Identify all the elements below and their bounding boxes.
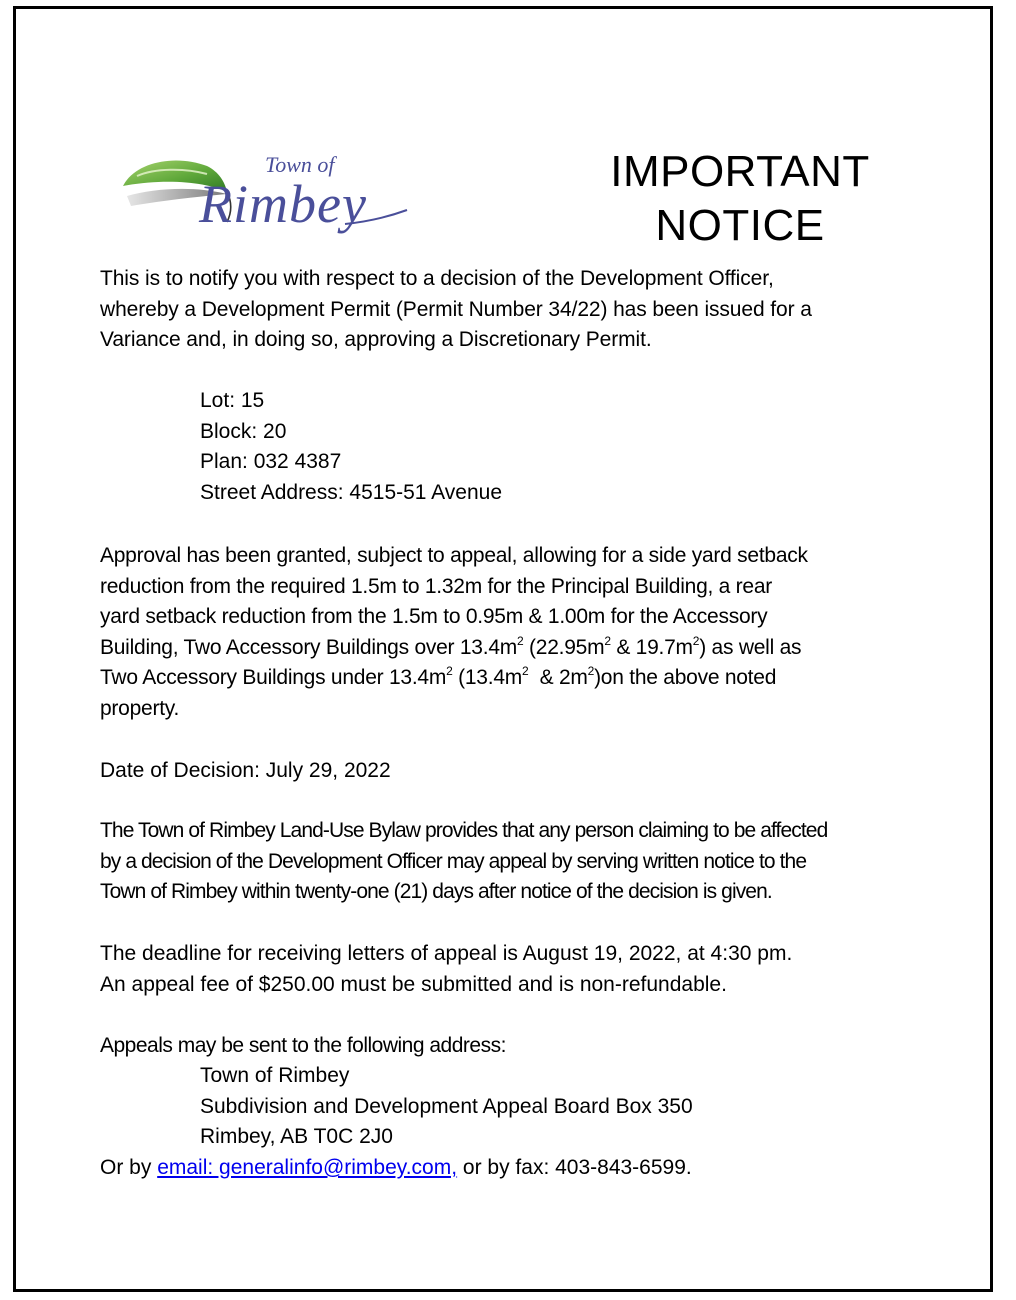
deadline-line: The deadline for receiving letters of appeal is August 19, 2022, at 4:30 pm. (100, 942, 793, 965)
approval-text: & 2m (528, 666, 588, 689)
title-line-2: NOTICE (655, 201, 825, 250)
page-title (590, 145, 890, 253)
email-link[interactable]: email: generalinfo@rimbey.com, (157, 1156, 458, 1179)
address-line: Rimbey, AB T0C 2J0 (200, 1125, 393, 1148)
intro-line: Variance and, in doing so, approving a Discretionary Permit. (100, 328, 652, 351)
approval-text: Two Accessory Buildings under 13.4m (100, 666, 447, 689)
approval-text: )on the above noted (594, 666, 777, 689)
appeals-intro: Appeals may be sent to the following address: (100, 1034, 506, 1057)
approval-line: property. (100, 696, 180, 720)
approval-text: Building, Two Accessory Buildings over 13.4m (100, 635, 517, 659)
date-of-decision: Date of Decision: July 29, 2022 (100, 759, 391, 782)
logo-large-text: Rimbey (199, 174, 367, 234)
approval-line: Approval has been granted, subject to appeal, allowing for a side yard setback (100, 544, 808, 567)
superscript: 2 (517, 633, 524, 648)
superscript: 2 (446, 664, 453, 678)
fax-text: or by fax: 403-843-6599. (457, 1156, 692, 1179)
address-line: Town of Rimbey (200, 1064, 350, 1087)
intro-line: whereby a Development Permit (Permit Number 34/22) has been issued for a (100, 297, 812, 321)
bylaw-paragraph (100, 816, 920, 908)
block-number: Block: 20 (200, 419, 287, 443)
superscript: 2 (604, 633, 611, 648)
intro-paragraph (100, 264, 920, 356)
address-line: Subdivision and Development Appeal Board Box 350 (200, 1094, 693, 1118)
lot-number: Lot: 15 (200, 389, 265, 412)
contact-prefix: Or by (100, 1156, 158, 1179)
logo-graphic (115, 148, 415, 238)
deadline-paragraph (100, 939, 920, 1000)
town-of-rimbey-logo (115, 148, 415, 238)
approval-paragraph (100, 541, 920, 724)
mailing-address (200, 1061, 693, 1153)
approval-text: ) as well as (699, 635, 802, 659)
approval-text: (13.4m (452, 666, 522, 689)
street-address: Street Address: 4515-51 Avenue (200, 480, 502, 504)
superscript: 2 (692, 633, 700, 648)
approval-line: yard setback reduction from the 1.5m to 0.95m & 1.00m for the Accessory (100, 605, 768, 628)
approval-line: reduction from the required 1.5m to 1.32m for the Principal Building, a rear (100, 574, 773, 598)
property-details (200, 386, 502, 508)
bylaw-line: The Town of Rimbey Land-Use Bylaw provides that any person claiming to be affected (100, 819, 828, 842)
intro-line: This is to notify you with respect to a decision of the Development Officer, (100, 267, 774, 290)
contact-line (100, 1153, 920, 1184)
bylaw-line: by a decision of the Development Officer may appeal by serving written notice to the (100, 849, 807, 873)
logo-small-text: Town of (265, 152, 335, 177)
approval-line (100, 633, 920, 664)
superscript: 2 (522, 664, 529, 678)
superscript: 2 (587, 664, 595, 678)
title-line-1: IMPORTANT (610, 147, 870, 196)
approval-line (100, 663, 920, 694)
plan-number: Plan: 032 4387 (200, 450, 342, 473)
bylaw-line: Town of Rimbey within twenty-one (21) days after notice of the decision is given. (100, 880, 772, 903)
approval-text: (22.95m (523, 635, 605, 659)
approval-text: & 19.7m (610, 635, 693, 659)
appeal-fee-line: An appeal fee of $250.00 must be submitted and is non-refundable. (100, 972, 727, 996)
